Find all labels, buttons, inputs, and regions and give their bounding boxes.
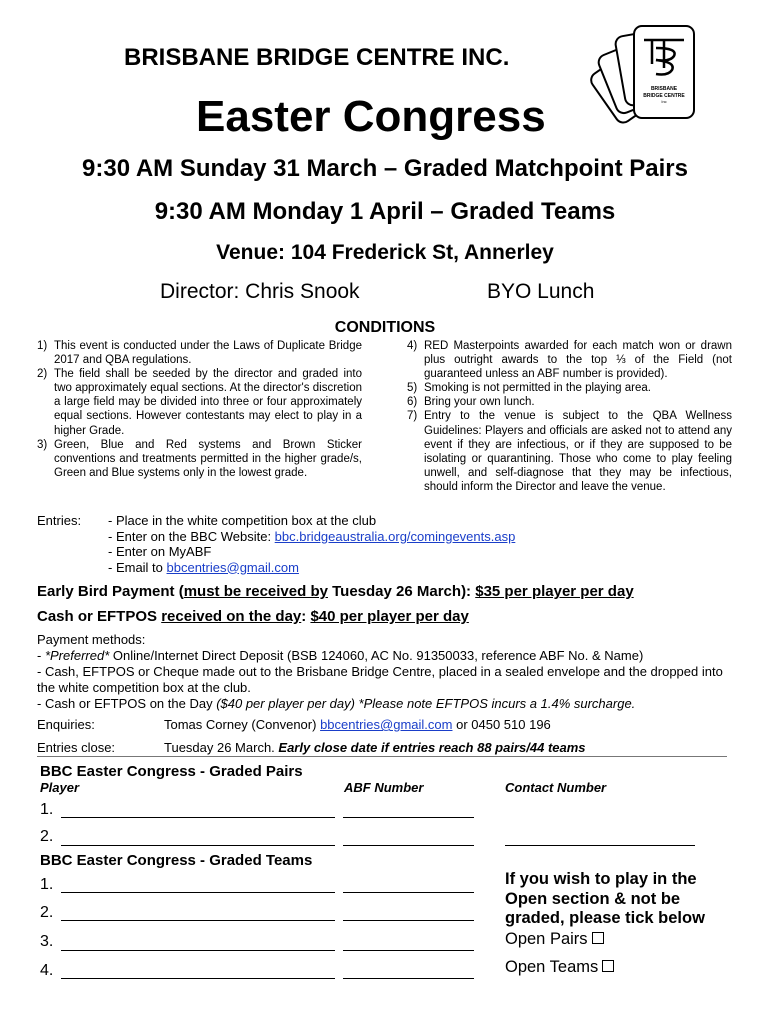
convenor-name: Tomas Corney (Convenor): [164, 717, 321, 732]
teams-player-3-field[interactable]: [61, 950, 335, 951]
cash-on-day-price: [37, 608, 469, 625]
teams-row-number: 1.: [40, 876, 54, 893]
open-pairs-option[interactable]: [505, 930, 604, 949]
open-teams-label: Open Teams: [505, 958, 599, 976]
cash-separator: :: [301, 608, 311, 625]
cash-amount: $40 per player per day: [310, 608, 469, 625]
condition-item: [407, 395, 732, 409]
on-day-note: ($40 per player per day) *Please note EFTPOS incurs a 1.4% surcharge.: [216, 696, 636, 711]
entries-close-value: [164, 740, 586, 755]
svg-text:BRIDGE CENTRE: BRIDGE CENTRE: [643, 93, 685, 99]
enquiries-row: [37, 717, 551, 732]
svg-text:Inc: Inc: [661, 99, 667, 104]
payment-method-on-day: [37, 696, 737, 712]
open-pairs-checkbox[interactable]: [592, 932, 604, 944]
condition-item: [407, 339, 732, 381]
close-note: Early close date if entries reach 88 pairs/44 teams: [278, 740, 586, 755]
close-date: Tuesday 26 March.: [164, 740, 279, 755]
org-name: BRISBANE BRIDGE CENTRE INC.: [124, 44, 510, 71]
early-bird-amount: $35 per player per day: [475, 583, 634, 600]
condition-number: 1): [37, 340, 48, 352]
early-bird-label: Early Bird Payment (: [37, 583, 184, 600]
teams-player-4-field[interactable]: [61, 978, 335, 979]
entry-method-myabf: - Enter on MyABF: [108, 544, 212, 559]
early-bird-deadline-label: must be received by: [183, 583, 328, 600]
entry-method-email: [108, 560, 668, 576]
entry-method-box: - Place in the white competition box at the club: [108, 513, 377, 528]
preferred-tag: *Preferred*: [44, 648, 110, 663]
open-teams-option[interactable]: [505, 958, 614, 977]
entry-method-website-label: - Enter on the BBC Website:: [108, 528, 275, 544]
convenor-phone: or 0450 510 196: [452, 717, 551, 732]
condition-number: 3): [37, 438, 48, 451]
enquiries-label: Enquiries:: [37, 717, 95, 732]
deposit-details: Online/Internet Direct Deposit (BSB 124060, AC No. 91350033, reference ABF No. & Name): [109, 648, 644, 663]
entry-method-email-label: - Email to: [108, 559, 167, 575]
enquiries-contact: [164, 717, 551, 732]
teams-abf-1-field[interactable]: [343, 892, 474, 893]
condition-number: 2): [37, 368, 48, 381]
event-title: Easter Congress: [196, 92, 546, 141]
condition-number: 5): [407, 382, 418, 395]
open-section-note: If you wish to play in the Open section & not be graded, please tick below: [505, 870, 705, 927]
condition-number: 4): [407, 340, 418, 352]
session-sunday: 9:30 AM Sunday 31 March – Graded Matchpoint Pairs: [82, 155, 688, 182]
entries-list: [108, 513, 668, 575]
pairs-row-number: 1.: [40, 801, 54, 818]
cash-timing: received on the day: [161, 608, 302, 625]
condition-number: 6): [407, 396, 418, 409]
condition-text: Green, Blue and Red systems and Brown Sticker conventions and treatments permitted in the higher grade/s, Green and Blue systems only in the lowest grade.: [54, 438, 362, 479]
condition-item: [37, 438, 362, 480]
payment-bullet: -: [37, 648, 45, 663]
pairs-player-1-field[interactable]: [61, 817, 335, 818]
teams-row-number: 3.: [40, 933, 54, 950]
entries-email-link[interactable]: bbcentries@gmail.com: [166, 559, 299, 575]
pairs-player-2-field[interactable]: [61, 845, 335, 846]
abf-column-header: ABF Number: [344, 780, 424, 795]
contact-column-header: Contact Number: [505, 780, 607, 795]
session-monday: 9:30 AM Monday 1 April – Graded Teams: [154, 198, 616, 225]
conditions-title: CONDITIONS: [334, 319, 436, 336]
teams-player-1-field[interactable]: [61, 892, 335, 893]
club-logo: [590, 20, 700, 135]
condition-text: Bring your own lunch.: [424, 396, 535, 409]
teams-abf-2-field[interactable]: [343, 920, 474, 921]
pairs-abf-1-field[interactable]: [343, 817, 474, 818]
early-bird-price: [37, 583, 634, 600]
condition-item: [37, 339, 362, 367]
entries-close-row: [37, 740, 727, 757]
open-pairs-label: Open Pairs: [505, 930, 588, 948]
payment-method-deposit: [37, 648, 737, 664]
open-teams-checkbox[interactable]: [602, 960, 614, 972]
lunch-note: BYO Lunch: [487, 280, 595, 303]
condition-text: RED Masterpoints awarded for each match won or drawn plus outright awards to the top ⅓ of the Field (not guaranteed unless an ABF number is provided).: [424, 340, 732, 381]
website-link[interactable]: bbc.bridgeaustralia.org/comingevents.asp: [274, 528, 516, 544]
entries-close-label: Entries close:: [37, 740, 116, 755]
svg-text:BRISBANE: BRISBANE: [650, 86, 678, 92]
teams-abf-4-field[interactable]: [343, 978, 474, 979]
condition-item: [407, 381, 732, 395]
pairs-contact-field[interactable]: [505, 845, 695, 846]
teams-abf-3-field[interactable]: [343, 950, 474, 951]
player-column-header: Player: [40, 780, 80, 795]
condition-number: 7): [407, 410, 418, 423]
director: Director: Chris Snook: [160, 280, 360, 303]
conditions-right-column: [407, 339, 732, 494]
enquiries-email-link[interactable]: bbcentries@gmail.com: [320, 717, 453, 732]
condition-item: [407, 409, 732, 494]
payment-method-envelope: - Cash, EFTPOS or Cheque made out to the Brisbane Bridge Centre, placed in a sealed envelope and the dropped into the white competition box at the club.: [37, 664, 723, 695]
pairs-row-number: 2.: [40, 828, 54, 845]
teams-row-number: 4.: [40, 962, 54, 979]
condition-text: This event is conducted under the Laws of Duplicate Bridge 2017 and QBA regulations.: [54, 340, 362, 367]
venue: Venue: 104 Frederick St, Annerley: [216, 241, 554, 264]
payment-methods-title: Payment methods:: [37, 632, 146, 647]
conditions-left-column: [37, 339, 362, 480]
teams-row-number: 2.: [40, 904, 54, 921]
payment-methods: [37, 632, 737, 712]
condition-text: Smoking is not permitted in the playing area.: [424, 382, 651, 395]
pairs-section-title: BBC Easter Congress - Graded Pairs: [40, 763, 303, 780]
condition-item: [37, 367, 362, 437]
entries-label: Entries:: [37, 513, 82, 528]
early-bird-date: Tuesday 26 March):: [327, 583, 476, 600]
condition-text: The field shall be seeded by the director and graded into two approximately equal sections. At the director's discretion a large field may be divided into three or four approximately equal sections. However contestants may elect to play in a higher Grade.: [54, 368, 362, 437]
on-day-label: - Cash or EFTPOS on the Day: [37, 696, 217, 711]
condition-text: Entry to the venue is subject to the QBA Wellness Guidelines: Players and officials are asked not to attend any event if they are infectious, or if they are supposed to be isolating or quarantining. Those who come to play feeling unwell, and self-diagnose that they may be infectious, should inform the Director and leave the venue.: [424, 410, 732, 493]
pairs-abf-2-field[interactable]: [343, 845, 474, 846]
teams-player-2-field[interactable]: [61, 920, 335, 921]
teams-section-title: BBC Easter Congress - Graded Teams: [40, 852, 313, 869]
entry-method-website: [108, 529, 668, 545]
cash-label: Cash or EFTPOS: [37, 608, 162, 625]
